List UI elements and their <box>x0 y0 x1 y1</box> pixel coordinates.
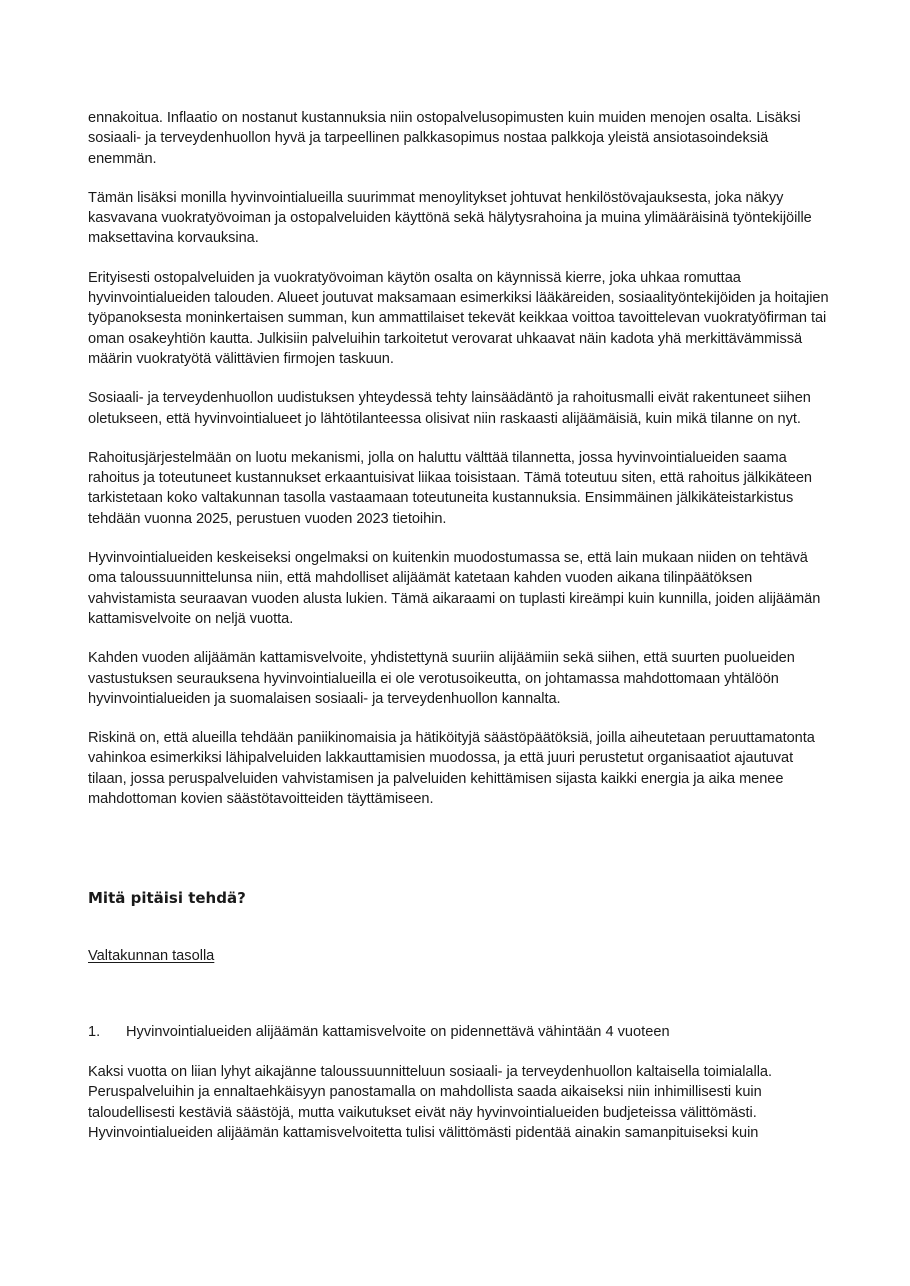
item-text: Hyvinvointialueiden alijäämän kattamisvelvoite on pidennettävä vähintään 4 vuoteen <box>126 1024 670 1040</box>
paragraph-agency-work: Erityisesti ostopalveluiden ja vuokratyövoiman käytön osalta on käynnissä kierre, joka uhkaa romuttaa hyvinvointialueiden talouden. Alueet joutuvat maksamaan esimerkiksi lääkäreiden, sosiaalityöntekijöiden ja hoitajien työpanoksesta moninkertaisen summan, kun ammattilaiset tekevät keikkaa voittoa tavoittelevan vuokratyöfirman tai oman osakeyhtiön kautta. Julkisiin palveluihin tarkoitetut verovarat uhkaavat näin kadota yhä merkittävämmissä määrin vuokratyötä välittävien firmojen taskuun. <box>88 269 829 367</box>
paragraph-funding-mechanism: Rahoitusjärjestelmään on luotu mekanismi, jolla on haluttu välttää tilannetta, jossa hyvinvointialueiden saama rahoitus ja toteutuneet kustannukset erkaantuisivat liikaa toisistaan. Tämä toteutuu siten, että rahoitus jälkikäteen tarkistetaan koko valtakunnan tasolla vastaamaan toteutuneita kustannuksia. Ensimmäinen jälkikäteistarkistus tehdään vuonna 2025, perustuen vuoden 2023 tietoihin. <box>88 449 813 527</box>
item-number: 1. <box>88 1024 101 1040</box>
paragraph-inflation: ennakoitua. Inflaatio on nostanut kustannuksia niin ostopalvelusopimusten kuin muiden menojen osalta. Lisäksi sosiaali- ja terveydenhuollon hyvä ja tarpeellinen palkkasopimus nostaa palkkoja yleistä ansiotasoindeksiä enemmän. <box>88 110 801 167</box>
body-text <box>88 108 830 828</box>
paragraph-impossible-equation: Kahden vuoden alijäämän kattamisvelvoite, yhdistettynä suuriin alijäämiin sekä siihen, että suurten puolueiden vastustuksen seurauksena hyvinvointialueilla ei ole verotusoikeutta, on johtamassa mahdottomaan yhtälöön hyvinvointialueiden ja suomalaisen sosiaali- ja terveydenhuollon kannalta. <box>88 650 795 707</box>
paragraph-reform-legislation: Sosiaali- ja terveydenhuollon uudistuksen yhteydessä tehty lainsäädäntö ja rahoitusmalli eivät rakentuneet siihen oletukseen, että hyvinvointialueet jo lähtötilanteessa olisivat niin raskaasti alijäämäisiä, kuin mikä tilanne on nyt. <box>88 390 811 427</box>
paragraph-two-years: Kaksi vuotta on liian lyhyt aikajänne taloussuunnitteluun sosiaali- ja terveydenhuollon kaltaisella toimialalla. Peruspalveluihin ja ennaltaehkäisyyn panostamalla on mahdollista saada aikaiseksi niin inhimillisesti kuin taloudellisesti kestäviä säästöjä, mutta vaikutukset eivät näy hyvinvointialueiden budjeteissa välittömästi. Hyvinvointialueiden alijäämän kattamisvelvoitetta tulisi välittömästi pidentää ainakin samanpituiseksi kuin <box>88 1064 772 1141</box>
paragraph-deficit-obligation: Hyvinvointialueiden keskeiseksi ongelmaksi on kuitenkin muodostumassa se, että lain mukaan niiden on tehtävä oma taloussuunnittelunsa niin, että mahdolliset alijäämät katetaan kahden vuoden aikana tilinpäätöksen vahvistamista seuraavan vuoden alusta lukien. Tämä aikaraami on tuplasti kireämpi kuin kunnilla, joiden alijäämän kattamisvelvoite on neljä vuotta. <box>88 550 821 627</box>
section-heading: Mitä pitäisi tehdä? <box>88 889 246 907</box>
body-text-continued <box>88 1062 830 1162</box>
numbered-item <box>88 1022 830 1042</box>
paragraph-staff-shortage: Tämän lisäksi monilla hyvinvointialueilla suurimmat menoylitykset johtuvat henkilöstövajauksesta, joka näkyy kasvavana vuokratyövoiman ja ostopalveluiden käyttönä sekä hälytysrahoina ja muina ylimääräisinä työntekijöille maksettavina korvauksina. <box>88 189 812 247</box>
section-subheading: Valtakunnan tasolla <box>88 948 215 964</box>
paragraph-risk: Riskinä on, että alueilla tehdään paniikinomaisia ja hätiköityjä säästöpäätöksiä, joilla aiheutetaan peruuttamatonta vahinkoa esimerkiksi lähipalveluiden lakkauttamisien muodossa, ja että juuri perustetut organisaatiot ajautuvat tilaan, jossa peruspalveluiden vahvistamisen ja palveluiden kehittämisen sijasta kaikki energia ja aika menee mahdottoman kovien säästötavoitteiden täyttämiseen. <box>88 730 815 808</box>
